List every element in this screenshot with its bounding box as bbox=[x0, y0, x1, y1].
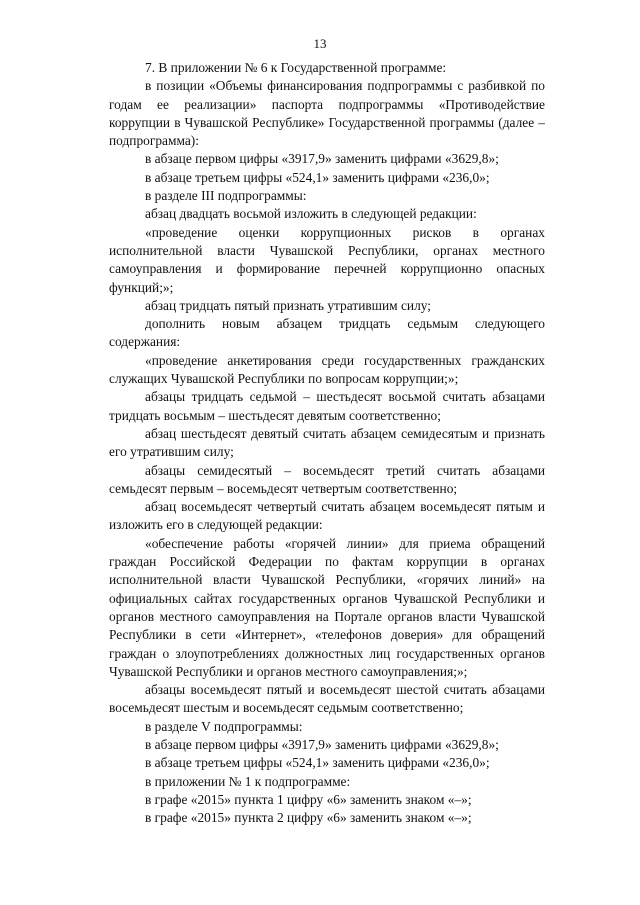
paragraph: в позиции «Объемы финансирования подпрограммы с разбивкой по годам ее реализации» паспорта подпрограммы «Противодействие коррупции в Чувашской Республике» Государственной программы (далее – подпрограмма): bbox=[109, 78, 545, 149]
page-number: 13 bbox=[313, 36, 327, 51]
paragraph: дополнить новым абзацем тридцать седьмым следующего содержания: bbox=[109, 316, 545, 350]
paragraph: в абзаце третьем цифры «524,1» заменить цифрами «236,0»; bbox=[145, 169, 490, 185]
paragraph: в разделе V подпрограммы: bbox=[145, 718, 303, 734]
paragraph: абзац двадцать восьмой изложить в следующей редакции: bbox=[145, 206, 477, 222]
paragraph: абзацы тридцать седьмой – шестьдесят восьмой считать абзацами тридцать восьмым – шестьдесят девятым соответственно; bbox=[109, 389, 545, 423]
paragraph: в разделе III подпрограммы: bbox=[145, 188, 307, 204]
paragraph: «обеспечение работы «горячей линии» для приема обращений граждан Российской Федерации по фактам коррупции в органах исполнительной власти Чувашской Республики, «горячих линий» на официальных сайтах государственных органов Чувашской Республики и органов местного самоуправления на Портале органов власти Чувашской Республики в сети «Интернет», «телефонов доверия» для обращений граждан о злоупотреблениях должностных лиц государственных органов Чувашской Республики и органов местного самоуправления;»; bbox=[109, 535, 545, 679]
document-body bbox=[109, 59, 545, 827]
paragraph: в абзаце третьем цифры «524,1» заменить цифрами «236,0»; bbox=[145, 755, 490, 771]
paragraph: в абзаце первом цифры «3917,9» заменить цифрами «3629,8»; bbox=[145, 151, 499, 167]
paragraph: в абзаце первом цифры «3917,9» заменить цифрами «3629,8»; bbox=[145, 736, 499, 752]
paragraph: абзацы семидесятый – восемьдесят третий считать абзацами семьдесят первым – восемьдесят четвертым соответственно; bbox=[109, 462, 545, 496]
paragraph: в графе «2015» пункта 2 цифру «6» заменить знаком «–»; bbox=[145, 810, 472, 826]
paragraph: «проведение анкетирования среди государственных гражданских служащих Чувашской Республики по вопросам коррупции;»; bbox=[109, 352, 545, 387]
paragraph: в графе «2015» пункта 1 цифру «6» заменить знаком «–»; bbox=[145, 791, 472, 807]
paragraph: абзац восемьдесят четвертый считать абзацем восемьдесят пятым и изложить его в следующей редакции: bbox=[109, 499, 545, 533]
paragraph: абзацы восемьдесят пятый и восемьдесят шестой считать абзацами восемьдесят шестым и восемьдесят седьмым соответственно; bbox=[109, 682, 545, 716]
paragraph: абзац шестьдесят девятый считать абзацем семидесятым и признать его утратившим силу; bbox=[109, 425, 545, 460]
paragraph: абзац тридцать пятый признать утратившим силу; bbox=[145, 297, 432, 313]
paragraph: «проведение оценки коррупционных рисков в органах исполнительной власти Чувашской Республики, органах местного самоуправления и формирование перечней коррупционно опасных функций;»; bbox=[109, 224, 545, 295]
paragraph: в приложении № 1 к подпрограмме: bbox=[145, 773, 351, 789]
paragraph: 7. В приложении № 6 к Государственной программе: bbox=[145, 60, 447, 75]
